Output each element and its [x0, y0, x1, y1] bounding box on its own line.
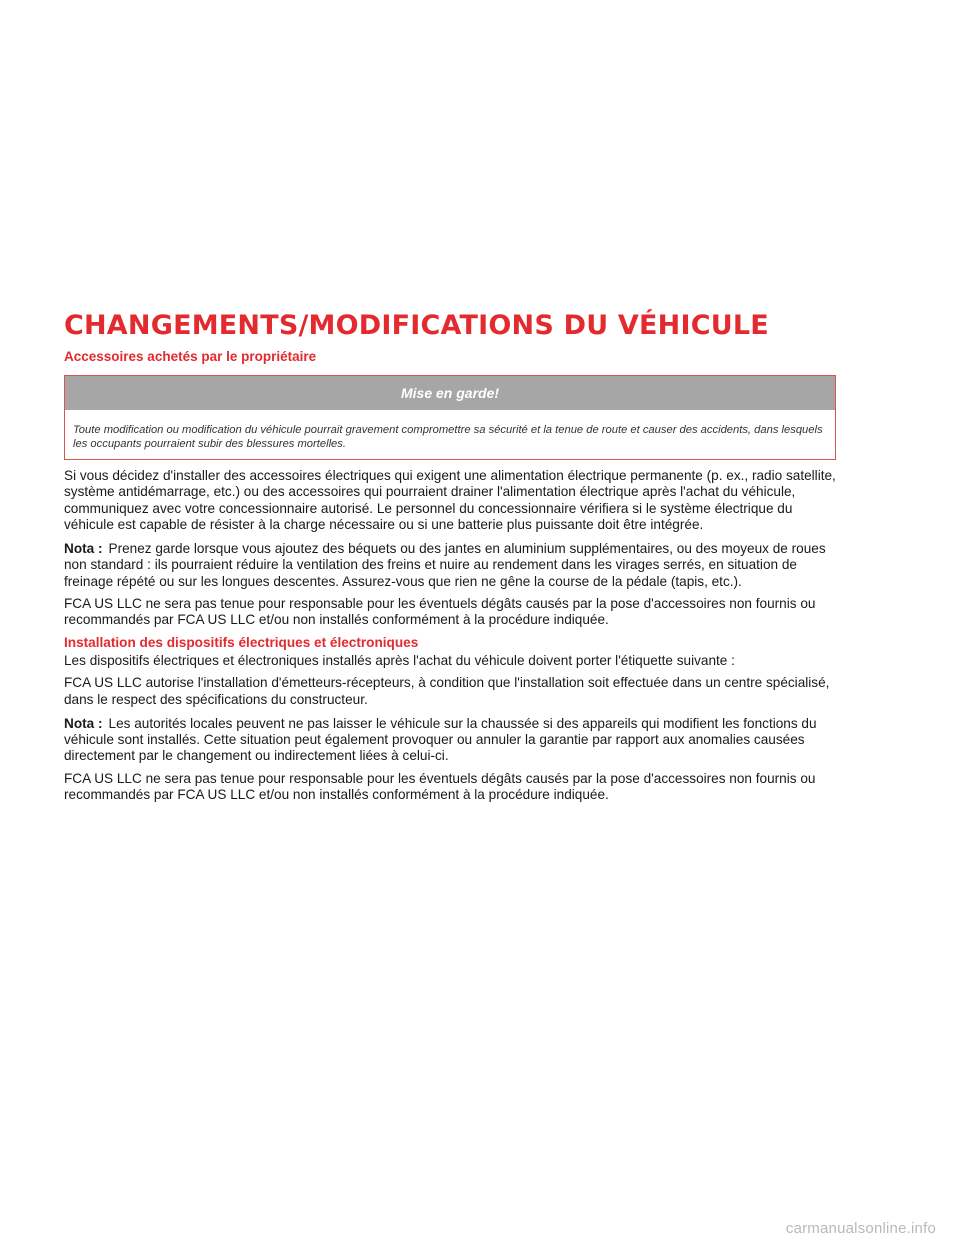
note-text: Les autorités locales peuvent ne pas laisser le véhicule sur la chaussée si des appareils qui modifient les fonctions du véhicule sont installés. Cette situation peut également provoquer ou annuler la garantie par rapport aux anomalies causées directement par le changement ou indirectement liées à celui-ci.	[64, 715, 817, 764]
warning-text: Toute modification ou modification du véhicule pourrait gravement compromettre sa sécurité et la tenue de route et causer des accidents, dans lesquels les occupants pourraient subir des blessures mortelles.	[73, 424, 823, 450]
warning-header: Mise en garde!	[65, 376, 835, 410]
document-content	[64, 308, 836, 803]
watermark-text: carmanualsonline.info	[785, 1220, 936, 1237]
paragraph-liability-1: FCA US LLC ne sera pas tenue pour responsable pour les éventuels dégâts causés par la pose d'accessoires non fournis ou recommandés par FCA US LLC et/ou non installés conformément à la procédure indiquée.	[64, 596, 816, 628]
section-heading-electrical: Installation des dispositifs électriques et électroniques	[64, 634, 419, 650]
paragraph-liability-2: FCA US LLC ne sera pas tenue pour responsable pour les éventuels dégâts causés par la pose d'accessoires non fournis ou recommandés par FCA US LLC et/ou non installés conformément à la procédure indiquée.	[64, 770, 816, 803]
warning-box	[64, 375, 836, 460]
note-paragraph-2	[64, 716, 836, 765]
paragraph-accessories: Si vous décidez d'installer des accessoires électriques qui exigent une alimentation électrique permanente (p. ex., radio satellite, système antidémarrage, etc.) ou des accessoires qui pourraient drainer l'alimentation électrique après l'achat du véhicule, communiquez avec votre concessionnaire autorisé. Le personnel du concessionnaire vérifiera si le système électrique du véhicule est capable de résister à la charge nécessaire ou si une batterie plus puissante doit être intégrée.	[64, 468, 836, 532]
paragraph-label-requirement: Les dispositifs électriques et électroniques installés après l'achat du véhicule doivent porter l'étiquette suivante :	[64, 652, 735, 668]
note-text: Prenez garde lorsque vous ajoutez des béquets ou des jantes en aluminium supplémentaires, ou des moyeux de roues non standard : ils pourraient réduire la ventilation des freins et nuire au rendement dans les virages serrés, en situation de freinage répété ou sur les longues descentes. Assurez-vous que rien ne gêne la course de la pédale (tapis, etc.).	[64, 541, 826, 589]
warning-divider	[65, 410, 835, 418]
note-label: Nota :	[64, 715, 103, 731]
section-subtitle: Accessoires achetés par le propriétaire	[64, 349, 317, 364]
paragraph-transceivers: FCA US LLC autorise l'installation d'émetteurs-récepteurs, à condition que l'installation soit effectuée dans un centre spécialisé, dans le respect des spécifications du constructeur.	[64, 675, 830, 707]
note-paragraph-1	[64, 541, 836, 590]
note-label: Nota :	[64, 541, 103, 557]
page-title: CHANGEMENTS/MODIFICATIONS DU VÉHICULE	[64, 310, 769, 341]
